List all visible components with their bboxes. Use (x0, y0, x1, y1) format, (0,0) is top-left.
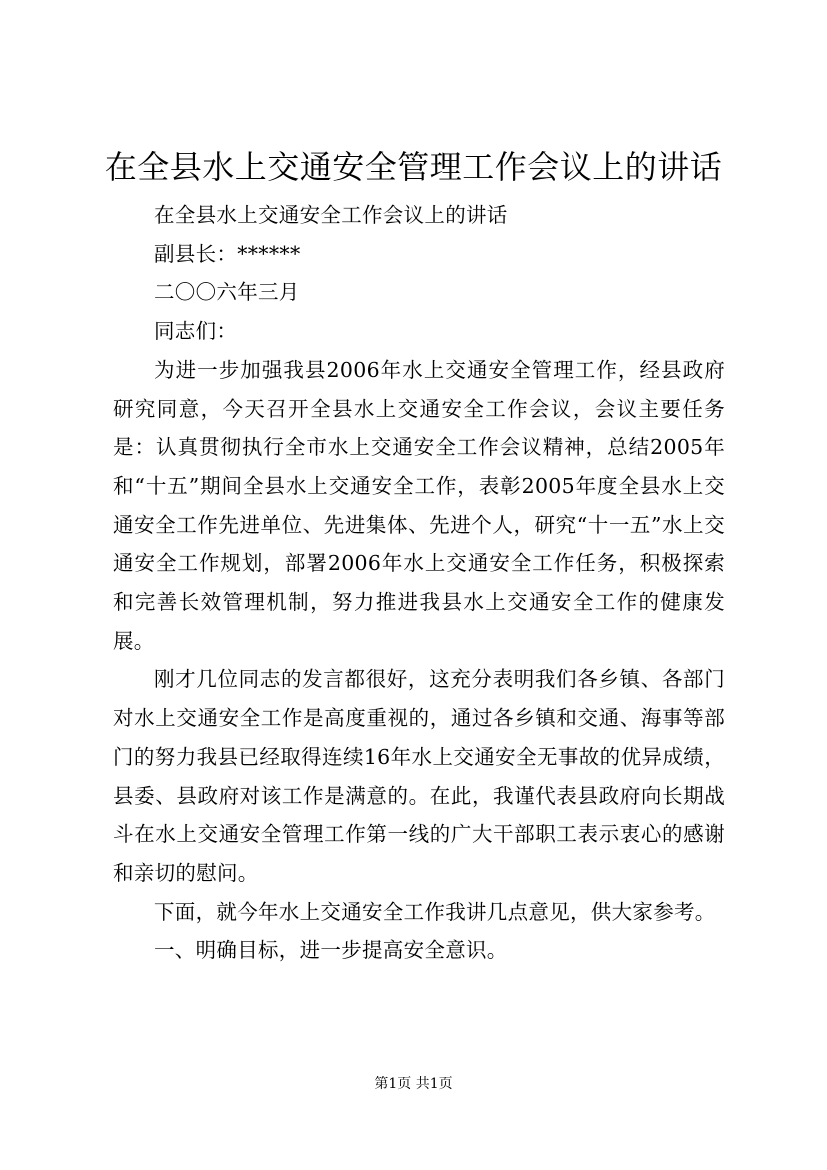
section-heading: 一、明确目标，进一步提高安全意识。 (154, 938, 508, 963)
paragraph: 为进一步加强我县2006年水上交通安全管理工作，经县政府研究同意，今天召开全县水上交通安全工作会议，会议主要任务是：认真贯彻执行全市水上交通安全工作会议精神，总结2005年和“十五”期间全县水上交通安全工作，表彰2005年度全县水上交通安全工作先进单位、先进集体、先进个人，研究“十一五”水上交通安全工作规划，部署2006年水上交通安全工作任务，积极探索和完善长效管理机制，努力推进我县水上交通安全工作的健康发展。 (113, 357, 725, 653)
salutation: 同志们： (154, 319, 238, 344)
document-title: 在全县水上交通安全管理工作会议上的讲话 (104, 148, 723, 186)
document-subtitle: 在全县水上交通安全工作会议上的讲话 (154, 203, 508, 227)
speaker-line: 副县长：****** (154, 241, 301, 266)
paragraph: 下面，就今年水上交通安全工作我讲几点意见，供大家参考。 (154, 899, 716, 924)
date-line: 二〇〇六年三月 (154, 280, 300, 305)
document-body (113, 196, 725, 970)
page-footer: 第1页 共1页 (374, 1076, 453, 1092)
paragraph: 刚才几位同志的发言都很好，这充分表明我们各乡镇、各部门对水上交通安全工作是高度重视的，通过各乡镇和交通、海事等部门的努力我县已经取得连续16年水上交通安全无事故的优异成绩，县委、县政府对该工作是满意的。在此，我谨代表县政府向长期战斗在水上交通安全管理工作第一线的广大干部职工表示衷心的感谢和亲切的慰问。 (113, 667, 725, 885)
